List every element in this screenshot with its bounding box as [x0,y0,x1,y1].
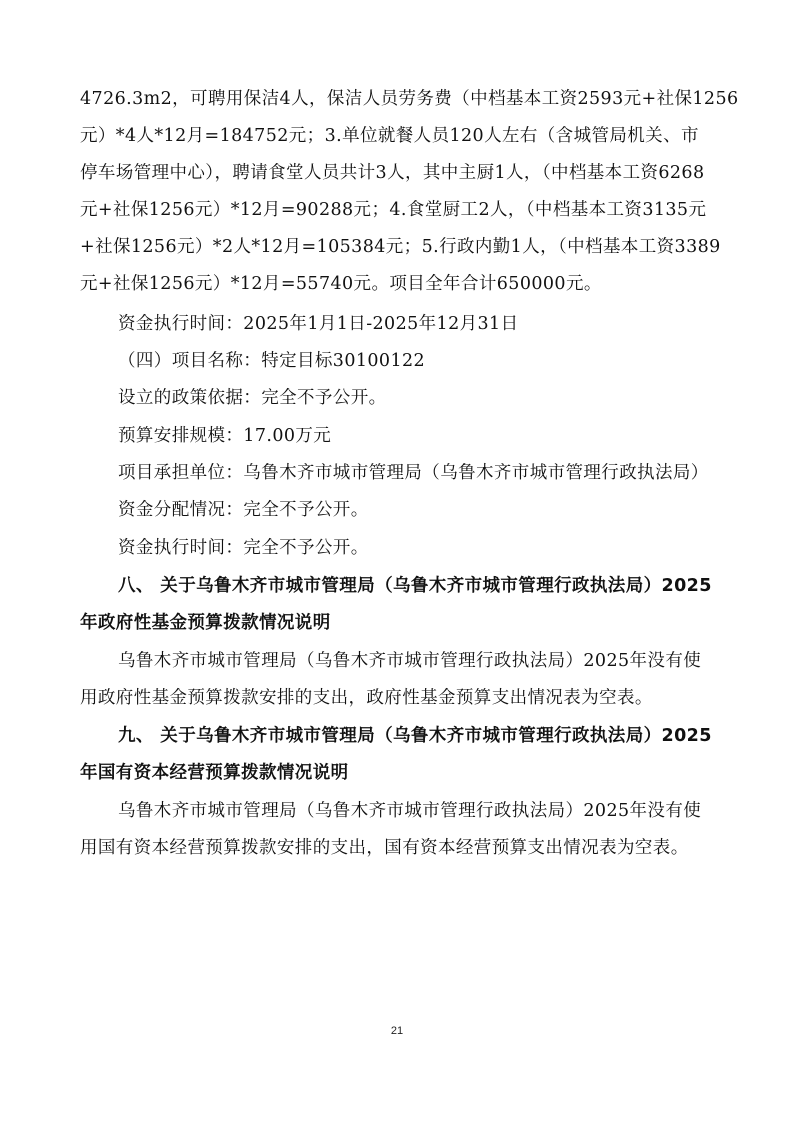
execution-time-line: 资金执行时间：2025年1月1日-2025年12月31日 [118,314,519,334]
section-heading-continued: 年国有资本经营预算拨款情况说明 [80,763,349,783]
body-text-line: 元+社保1256元）*12月=55740元。项目全年合计650000元。 [80,274,602,294]
page-number: 21 [390,1025,404,1037]
project-name-line: （四）项目名称：特定目标30100122 [118,351,426,371]
section-heading: 八、 关于乌鲁木齐市城市管理局（乌鲁木齐市城市管理行政执法局）2025 [118,576,712,596]
undertaking-unit-line: 项目承担单位：乌鲁木齐市城市管理局（乌鲁木齐市城市管理行政执法局） [118,463,709,483]
body-text-line: 元）*4人*12月=184752元；3.单位就餐人员120人左右（含城管局机关、市 [80,126,699,146]
execution-time-line: 资金执行时间：完全不予公开。 [118,538,369,558]
section-heading-continued: 年政府性基金预算拨款情况说明 [80,613,331,633]
body-text-line: 停车场管理中心），聘请食堂人员共计3人，其中主厨1人，（中档基本工资6268 [80,163,705,183]
body-text-line: 用国有资本经营预算拨款安排的支出，国有资本经营预算支出情况表为空表。 [80,838,689,858]
body-text-line: 元+社保1256元）*12月=90288元；4.食堂厨工2人，（中档基本工资3135元 [80,200,707,220]
body-text-line: +社保1256元）*2人*12月=105384元；5.行政内勤1人，（中档基本工资3389 [80,237,721,257]
section-heading: 九、 关于乌鲁木齐市城市管理局（乌鲁木齐市城市管理行政执法局）2025 [118,726,712,746]
fund-allocation-line: 资金分配情况：完全不予公开。 [118,500,369,520]
budget-scale-line: 预算安排规模：17.00万元 [118,426,332,446]
body-text-line: 乌鲁木齐市城市管理局（乌鲁木齐市城市管理行政执法局）2025年没有使 [118,651,702,671]
policy-basis-line: 设立的政策依据：完全不予公开。 [118,388,387,408]
body-text-line: 用政府性基金预算拨款安排的支出，政府性基金预算支出情况表为空表。 [80,688,653,708]
body-text-line: 4726.3m2，可聘用保洁4人，保洁人员劳务费（中档基本工资2593元+社保1256 [80,89,739,109]
body-text-line: 乌鲁木齐市城市管理局（乌鲁木齐市城市管理行政执法局）2025年没有使 [118,801,702,821]
